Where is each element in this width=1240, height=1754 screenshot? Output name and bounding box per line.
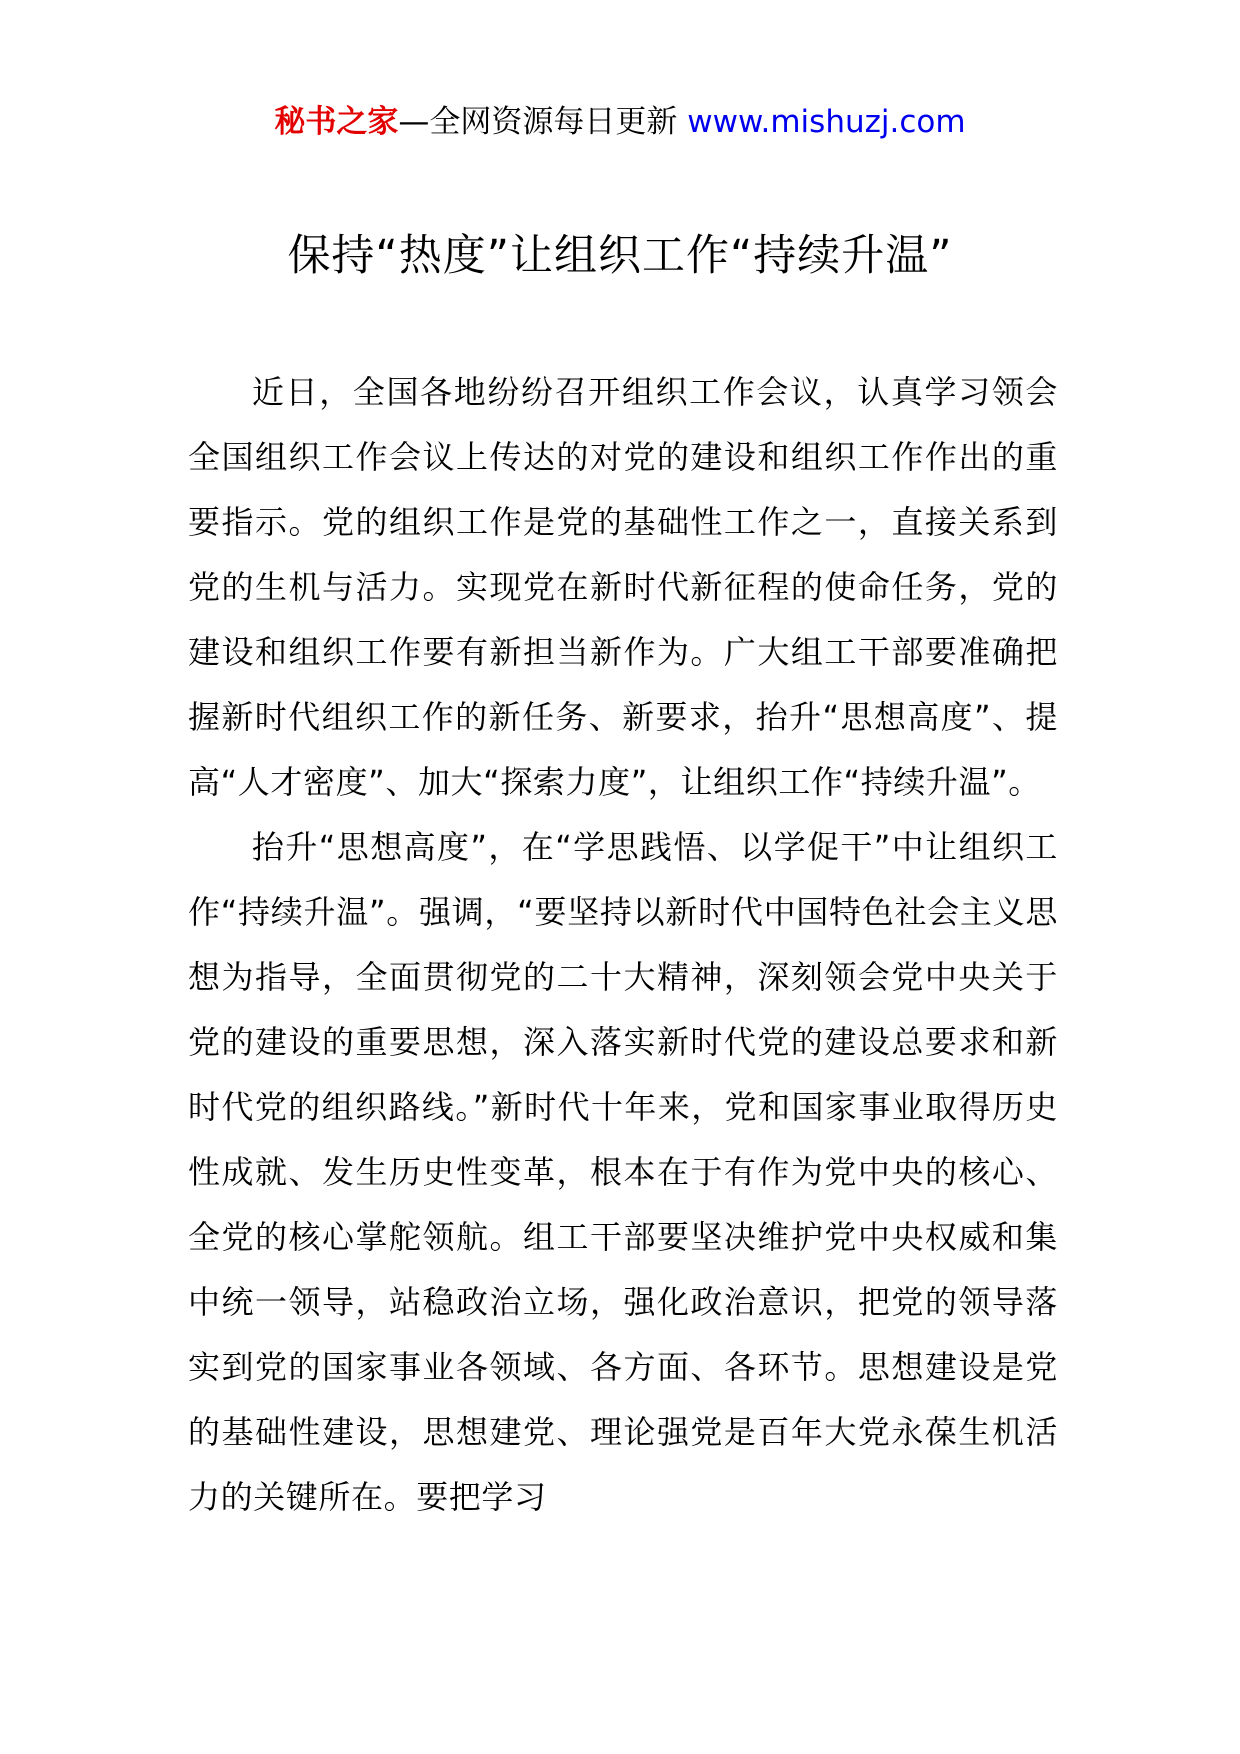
document-title: 保持“热度”让组织工作“持续升温” bbox=[287, 231, 953, 281]
document-body bbox=[188, 360, 1058, 1530]
body-paragraph-1: 近日，全国各地纷纷召开组织工作会议，认真学习领会全国组织工作会议上传达的对党的建设和组织工作作出的重要指示。党的组织工作是党的基础性工作之一，直接关系到党的生机与活力。实现党在新时代新征程的使命任务，党的建设和组织工作要有新担当新作为。广大组工干部要准确把握新时代组织工作的新任务、新要求，抬升“思想高度”、提高“人才密度”、加大“探索力度”，让组织工作“持续升温”。 bbox=[188, 373, 1058, 801]
site-banner bbox=[0, 100, 1240, 144]
brand-name: 秘书之家 bbox=[274, 104, 399, 140]
banner-tagline: —全网资源每日更新 bbox=[398, 104, 688, 140]
site-url-link[interactable]: www.mishuzj.com bbox=[687, 104, 966, 140]
body-paragraph-2: 抬升“思想高度”，在“学思践悟、以学促干”中让组织工作“持续升温”。强调，“要坚持以新时代中国特色社会主义思想为指导，全面贯彻党的二十大精神，深刻领会党中央关于党的建设的重要思想，深入落实新时代党的建设总要求和新时代党的组织路线。”新时代十年来，党和国家事业取得历史性成就、发生历史性变革，根本在于有作为党中央的核心、全党的核心掌舵领航。组工干部要坚决维护党中央权威和集中统一领导，站稳政治立场，强化政治意识，把党的领导落实到党的国家事业各领域、各方面、各环节。思想建设是党的基础性建设，思想建党、理论强党是百年大党永葆生机活力的关键所在。要把学习 bbox=[188, 828, 1058, 1516]
